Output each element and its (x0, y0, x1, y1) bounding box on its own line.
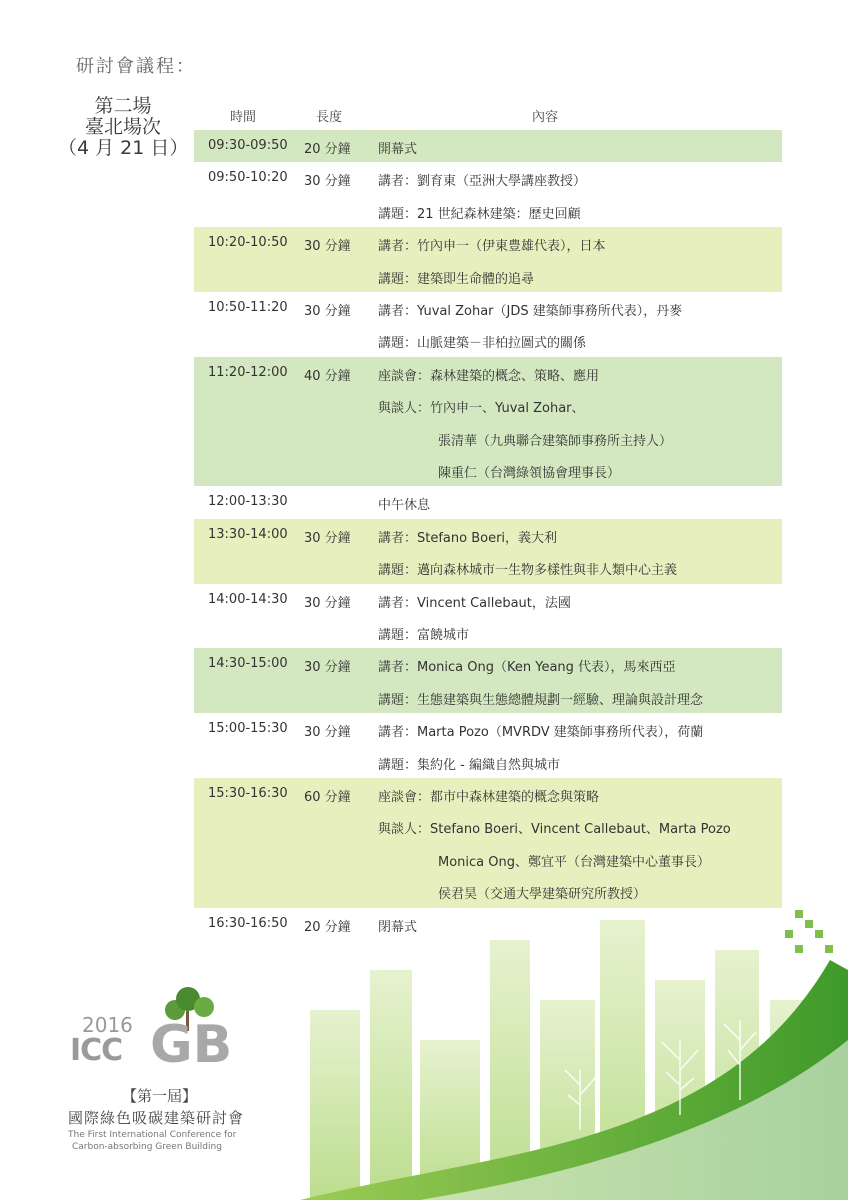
agenda-item (194, 130, 782, 162)
agenda-content: 陳重仁（台灣綠領協會理事長） (438, 465, 621, 481)
agenda-line (194, 713, 782, 745)
logo-year: 2016 (82, 1013, 133, 1037)
agenda-line (194, 260, 782, 292)
logo-name-english-line1: The First International Conference for (68, 1130, 237, 1140)
agenda-line (194, 778, 782, 810)
logo-mark-right: GB (150, 1015, 233, 1075)
agenda-duration: 30 分鐘 (304, 595, 351, 611)
agenda-item (194, 162, 782, 227)
agenda-content: 開幕式 (378, 142, 418, 157)
agenda-duration: 30 分鐘 (304, 660, 351, 676)
agenda-time: 15:00-15:30 (208, 721, 288, 737)
agenda-content: Monica Ong、鄭宜平（台灣建築中心董事長） (438, 854, 710, 870)
agenda-line (194, 195, 782, 227)
agenda-content: 座談會：森林建築的概念、策略、應用 (378, 368, 600, 384)
agenda-content: 講者：Yuval Zohar（JDS 建築師事務所代表），丹麥 (378, 304, 683, 319)
agenda-content: 講題：生態建築與生態總體規劃一經驗、理論與設計理念 (378, 692, 704, 708)
agenda-line (194, 681, 782, 713)
agenda-line (194, 422, 782, 454)
agenda-item (194, 357, 782, 487)
agenda-content: 講者：Marta Pozo（MVRDV 建築師事務所代表），荷蘭 (378, 725, 704, 741)
agenda-line (194, 746, 782, 778)
agenda-duration: 40 分鐘 (304, 368, 351, 384)
agenda-line (194, 810, 782, 842)
column-header-duration: 長度 (316, 110, 343, 125)
logo-name-chinese: 國際綠色吸碳建築研討會 (68, 1109, 245, 1127)
agenda-time: 16:30-16:50 (208, 915, 288, 931)
agenda-content: 講題：建築即生命體的追尋 (378, 271, 535, 287)
agenda-line (194, 584, 782, 616)
agenda-content: 講者：竹內申一（伊東豊雄代表），日本 (378, 239, 606, 255)
agenda-content: 講題：富饒城市 (378, 627, 470, 643)
agenda-line (194, 486, 782, 518)
logo-mark-left: ICC (70, 1033, 123, 1068)
agenda-item (194, 486, 782, 518)
logo-name-english-line2: Carbon-absorbing Green Building (72, 1142, 222, 1152)
page-heading: 研討會議程： (76, 56, 196, 77)
conference-logo (60, 985, 280, 1165)
agenda-duration: 60 分鐘 (304, 790, 351, 805)
agenda-item (194, 227, 782, 292)
agenda-content: 講題：邁向森林城市一生物多樣性與非人類中心主義 (378, 563, 678, 579)
agenda-content: 座談會：都市中森林建築的概念與策略 (378, 790, 600, 805)
agenda-item (194, 713, 782, 778)
agenda-line (194, 227, 782, 259)
agenda-content: 講者：Vincent Callebaut，法國 (378, 595, 571, 611)
session-city: 臺北場次 (84, 116, 161, 138)
agenda-content: 講題：山脈建築－非柏拉圖式的關係 (378, 336, 587, 352)
agenda-duration: 30 分鐘 (304, 725, 351, 741)
agenda-duration: 20 分鐘 (304, 142, 351, 157)
agenda-content: 講題：21 世紀森林建築：歷史回顧 (378, 206, 581, 222)
agenda-time: 11:20-12:00 (208, 364, 288, 380)
session-number: 第二場 (94, 95, 152, 117)
agenda-time: 10:20-10:50 (208, 235, 288, 251)
agenda-time: 14:30-15:00 (208, 656, 288, 672)
agenda-content: 閉幕式 (378, 919, 418, 935)
agenda-duration: 30 分鐘 (304, 530, 351, 546)
agenda-line (194, 130, 782, 162)
agenda-content: 講者：Stefano Boeri，義大利 (378, 530, 558, 546)
agenda-time: 12:00-13:30 (208, 494, 288, 510)
agenda-content: 講者：劉育東（亞洲大學講座教授） (378, 174, 587, 190)
agenda-line (194, 389, 782, 421)
column-header-content: 內容 (532, 110, 559, 125)
agenda-line (194, 551, 782, 583)
agenda-time: 14:00-14:30 (208, 591, 288, 607)
agenda-time: 13:30-14:00 (208, 526, 288, 542)
agenda-line (194, 843, 782, 875)
agenda-line (194, 616, 782, 648)
agenda-line (194, 162, 782, 194)
agenda-line (194, 292, 782, 324)
agenda-content: 侯君昊（交通大學建築研究所教授） (438, 887, 647, 903)
logo-edition: 【第一屆】 (122, 1087, 198, 1105)
agenda-duration: 30 分鐘 (304, 304, 351, 319)
green-city-illustration (300, 900, 848, 1200)
agenda-line (194, 648, 782, 680)
session-date: （4 月 21 日） (58, 137, 189, 159)
agenda-line (194, 454, 782, 486)
agenda-duration: 30 分鐘 (304, 174, 351, 190)
agenda-content: 與談人：Stefano Boeri、Vincent Callebaut、Marta Pozo (378, 822, 731, 838)
agenda-item (194, 519, 782, 584)
column-header-time: 時間 (230, 110, 257, 125)
agenda-content: 與談人：竹內申一、Yuval Zohar、 (378, 401, 585, 417)
agenda-time: 15:30-16:30 (208, 786, 288, 801)
agenda-duration: 20 分鐘 (304, 919, 351, 935)
agenda-line (194, 324, 782, 356)
agenda-item (194, 584, 782, 649)
agenda-content: 講題：集約化 - 編織自然與城市 (378, 757, 560, 773)
agenda-line (194, 357, 782, 389)
agenda-duration: 30 分鐘 (304, 239, 351, 255)
agenda-time: 09:30-09:50 (208, 138, 288, 153)
agenda-line (194, 519, 782, 551)
agenda-item (194, 648, 782, 713)
agenda-item (194, 778, 782, 908)
agenda-content: 中午休息 (378, 498, 431, 514)
session-label (58, 96, 188, 159)
agenda-time: 10:50-11:20 (208, 300, 288, 315)
agenda-item (194, 292, 782, 357)
agenda-time: 09:50-10:20 (208, 170, 288, 186)
agenda-content: 講者：Monica Ong（Ken Yeang 代表），馬來西亞 (378, 660, 676, 676)
agenda-content: 張清華（九典聯合建築師事務所主持人） (438, 433, 673, 449)
